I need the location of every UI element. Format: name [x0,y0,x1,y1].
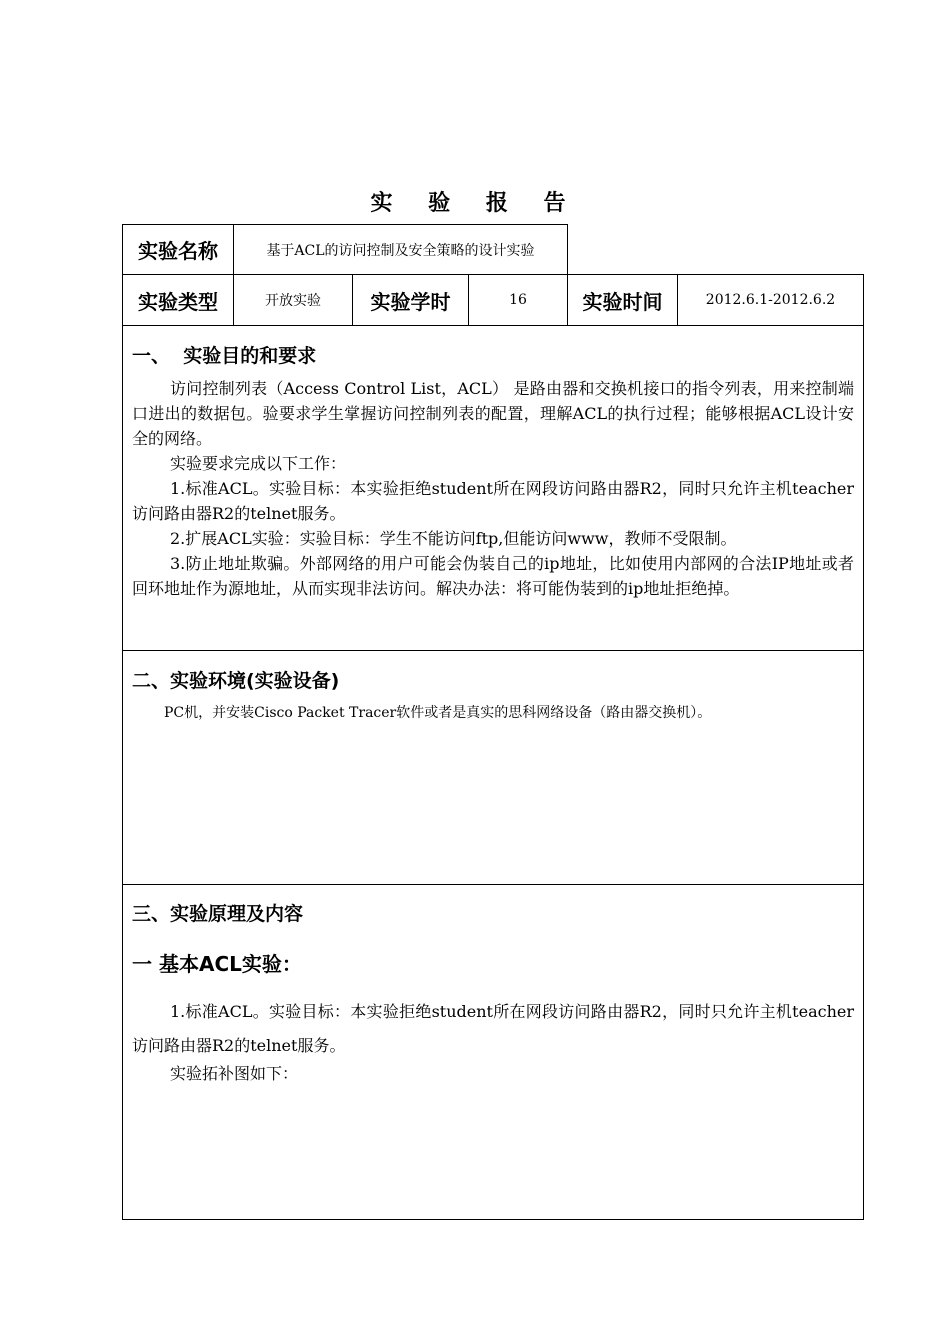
principles-item-1: 1.标准ACL。实验目标：本实验拒绝student所在网段访问路由器R2，同时只允许主机teacher访问路由器R2的telnet服务。 [132,1002,854,1055]
objectives-item-1: 1.标准ACL。实验目标：本实验拒绝student所在网段访问路由器R2，同时只允许主机teacher访问路由器R2的telnet服务。 [132,479,854,523]
topology-caption: 实验拓补图如下： [170,1064,299,1083]
experiment-hours-value: 16 [468,274,568,326]
section-principles-topology [132,1061,854,1086]
report-title: 实 验 报 告 [370,191,580,216]
objectives-requirements-lead: 实验要求完成以下工作： [170,454,347,473]
section-environment-text: PC机，并安装Cisco Packet Tracer软件或者是真实的思科网络设备（路由器交换机）。 [164,705,712,721]
experiment-hours-label: 实验学时 [352,274,469,326]
objectives-item-3: 3.防止地址欺骗。外部网络的用户可能会伪装自己的ip地址，比如使用内部网的合法IP地址或者回环地址作为源地址，从而实现非法访问。解决办法：将可能伪装到的ip地址拒绝掉。 [132,554,854,598]
section-objectives-body [132,376,854,601]
experiment-type-label: 实验类型 [122,274,234,326]
experiment-time-value: 2012.6.1-2012.6.2 [677,274,864,326]
section-environment-heading: 二、实验环境(实验设备) [132,670,340,692]
experiment-type-value: 开放实验 [233,274,353,326]
section-principles-heading: 三、实验原理及内容 [132,903,304,925]
section-principles-subheading: 一 基本ACL实验： [132,952,302,976]
experiment-name-label: 实验名称 [122,224,234,275]
objectives-item-2: 2.扩展ACL实验：实验目标：学生不能访问ftp,但能访问www，教师不受限制。 [170,529,737,548]
experiment-time-label: 实验时间 [567,274,678,326]
objectives-intro: 访问控制列表（Access Control List，ACL） 是路由器和交换机接口的指令列表，用来控制端口进出的数据包。验要求学生掌握访问控制列表的配置，理解ACL的执行过程；能够根据ACL设计安全的网络。 [132,379,854,448]
section-principles-body [132,995,854,1063]
section-objectives-heading: 一、 实验目的和要求 [132,345,317,367]
experiment-name-value: 基于ACL的访问控制及安全策略的设计实验 [233,224,568,275]
